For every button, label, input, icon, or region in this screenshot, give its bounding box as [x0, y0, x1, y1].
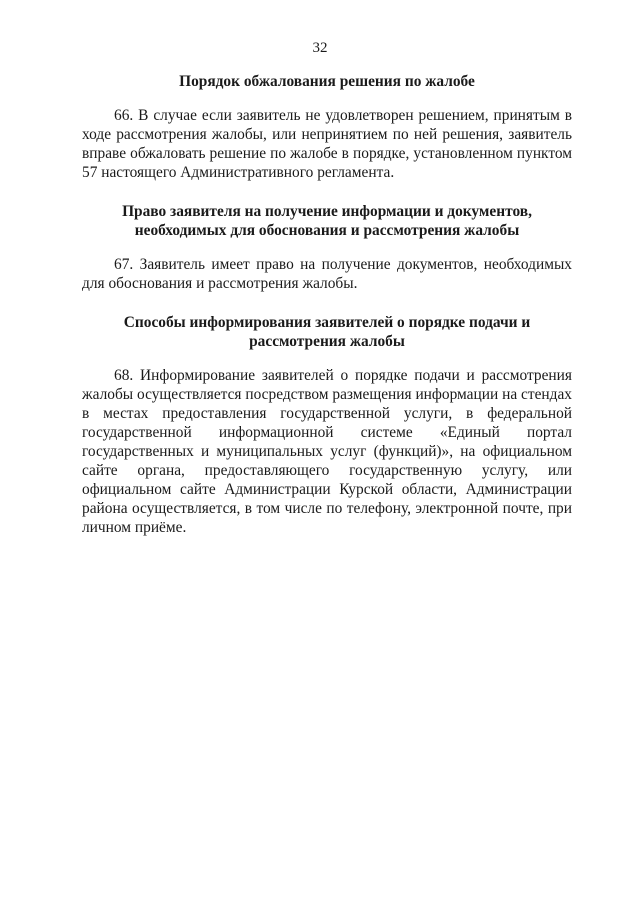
section-heading-informing-methods: Способы информирования заявителей о порядке подачи и рассмотрения жалобы: [123, 314, 531, 350]
page-number: 32: [312, 40, 328, 56]
paragraph-68: 68. Информирование заявителей о порядке подачи и рассмотрения жалобы осуществляется посредством размещения информации на стендах в местах предоставления государственной услуги, в федеральной государственной информационной системе «Единый портал государственных и муниципальных услуг (функций)», на официальном сайте органа, предоставляющего государственную услугу, или официальном сайте Администрации Курской области, Администрации района осуществляется, в том числе по телефону, электронной почте, при личном приёме.: [82, 367, 572, 536]
document-body: [82, 72, 572, 537]
section-heading-right-to-information: Право заявителя на получение информации и документов, необходимых для обоснования и рассмотрения жалобы: [122, 203, 532, 239]
paragraph-66: 66. В случае если заявитель не удовлетворен решением, принятым в ходе рассмотрения жалобы, или непринятием по ней решения, заявитель вправе обжаловать решение по жалобе в порядке, установленном пунктом 57 настоящего Административного регламента.: [82, 107, 572, 181]
section-heading-appeal-procedure: Порядок обжалования решения по жалобе: [179, 73, 475, 90]
paragraph-67: 67. Заявитель имеет право на получение документов, необходимых для обоснования и рассмотрения жалобы.: [82, 256, 572, 292]
